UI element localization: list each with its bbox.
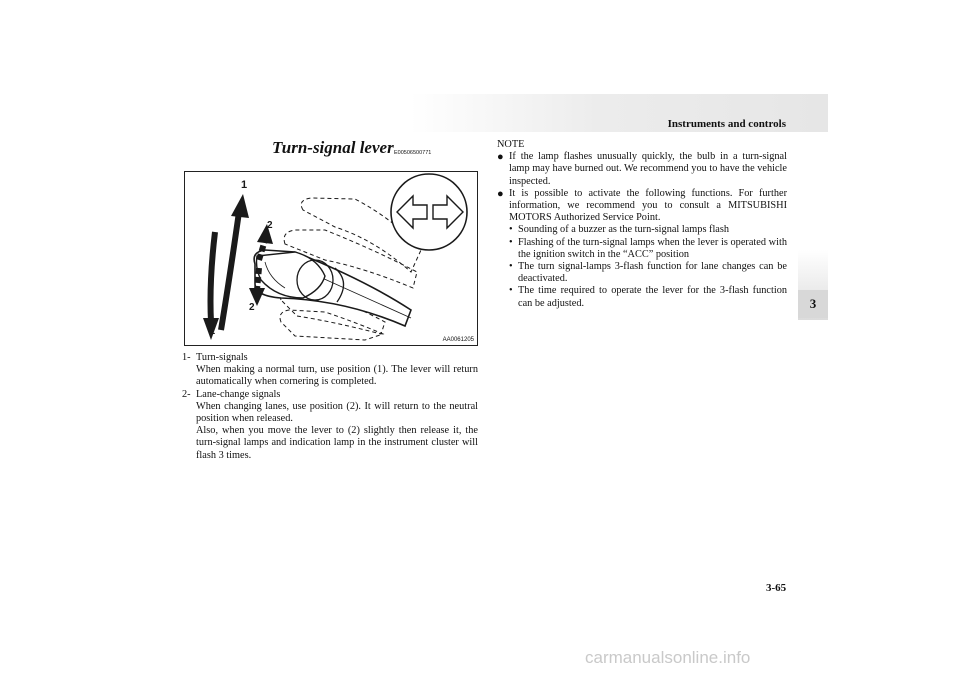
sub-bullet-icon: • bbox=[509, 236, 513, 248]
sub-bullet-icon: • bbox=[509, 261, 513, 273]
note-block bbox=[497, 139, 787, 310]
page-number: 3-65 bbox=[766, 582, 787, 594]
bullet-icon: ● bbox=[497, 187, 504, 200]
chapter-header-title: Instruments and controls bbox=[667, 118, 786, 130]
note-subitem-text: The turn signal-lamps 3-flash function for lane changes can be deactivated. bbox=[518, 261, 787, 285]
note-subitem-text: Sounding of a buzzer as the turn-signal lamps flash bbox=[518, 224, 730, 236]
label-pos1-top: 1 bbox=[241, 179, 248, 191]
chapter-number: 3 bbox=[809, 296, 817, 311]
note-subitem bbox=[509, 237, 787, 261]
legend-title: Turn-signals bbox=[196, 352, 248, 363]
legend-number: 2- bbox=[182, 388, 191, 400]
note-bullet bbox=[497, 151, 787, 188]
section-code: E00506500771 bbox=[394, 150, 432, 156]
lever-ghost-lower-outline bbox=[280, 310, 383, 340]
turn-signal-figure bbox=[184, 171, 478, 346]
figure-legend bbox=[182, 352, 478, 462]
arrow-pos2-down-shaft bbox=[257, 268, 259, 290]
label-pos2-top: 2 bbox=[267, 220, 273, 231]
note-bullet-text: If the lamp flashes unusually quickly, the bulb in a turn-signal lamp may have burned out. We recommend you to have the vehicle inspected. bbox=[509, 151, 787, 187]
legend-item bbox=[182, 352, 478, 389]
note-subitem-text: The time required to operate the lever for the 3-flash function can be adjusted. bbox=[518, 285, 787, 309]
sub-bullet-icon: • bbox=[509, 285, 513, 297]
note-bullet-text: It is possible to activate the following functions. For further information, we recommend you to consult a MITSUBISHI MOTORS Authorized Service Point. bbox=[509, 187, 787, 224]
arrow-pos1-up-head bbox=[231, 194, 249, 218]
note-label: NOTE bbox=[497, 139, 525, 150]
legend-text: When making a normal turn, use position (1). The lever will return automatically when cornering is completed. bbox=[196, 364, 478, 388]
sub-bullet-icon: • bbox=[509, 224, 513, 236]
note-subitem bbox=[509, 224, 787, 236]
note-bullet bbox=[497, 188, 787, 310]
chapter-tab bbox=[798, 290, 828, 318]
label-pos2-bottom: 2 bbox=[249, 302, 255, 313]
note-subitem bbox=[509, 285, 787, 309]
arrow-pos1-down-shaft bbox=[211, 232, 216, 322]
legend-title: Lane-change signals bbox=[196, 388, 281, 400]
label-pos1-bottom: 1 bbox=[209, 325, 216, 337]
arrow-pos1-up-shaft bbox=[221, 212, 239, 330]
legend-text: When changing lanes, use position (2). It will return to the neutral position when released. bbox=[196, 400, 478, 425]
watermark: carmanualsonline.info bbox=[585, 648, 751, 667]
legend-number: 1- bbox=[182, 352, 191, 363]
legend-item bbox=[182, 389, 478, 462]
note-subitem bbox=[509, 261, 787, 285]
section-title: Turn-signal lever bbox=[272, 138, 394, 157]
note-subitem-text: Flashing of the turn-signal lamps when the lever is operated with the ignition switch in the “ACC” position bbox=[518, 236, 787, 260]
figure-code: AA0061205 bbox=[442, 337, 474, 343]
bullet-icon: ● bbox=[497, 151, 504, 164]
lever-illustration bbox=[185, 172, 477, 345]
legend-text: Also, when you move the lever to (2) slightly then release it, the turn-signal lamps and indication lamp in the instrument cluster will flash 3 times. bbox=[196, 425, 478, 461]
